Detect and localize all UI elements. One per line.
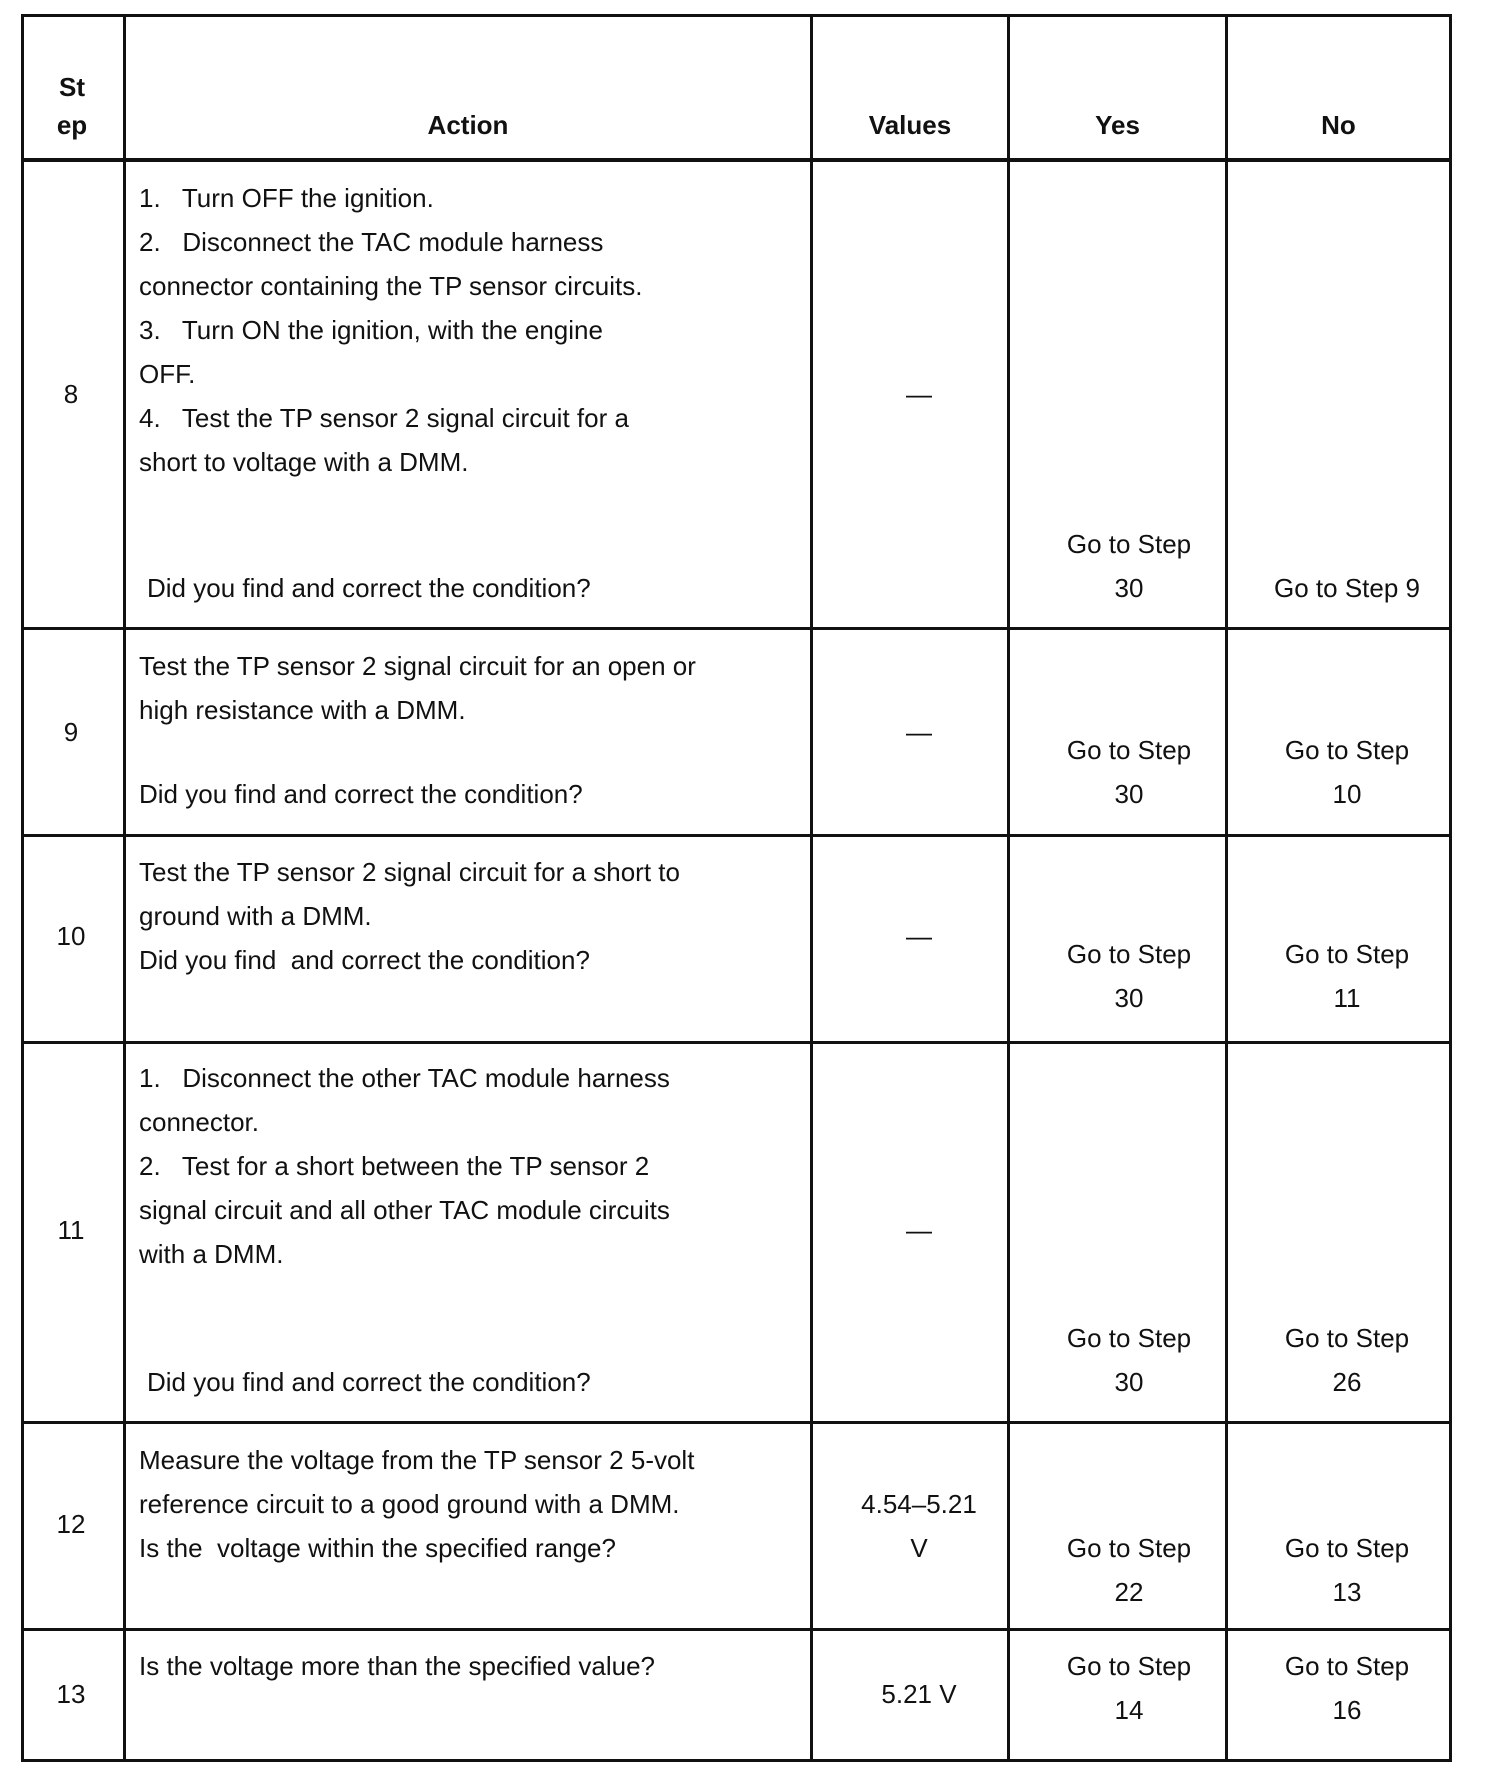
yes-line: 30 <box>1114 1367 1144 1397</box>
value-cell: — <box>906 379 932 409</box>
action-text <box>139 644 809 732</box>
no-cell: Go to Step 9 <box>1274 573 1420 603</box>
no-line: 11 <box>1333 983 1361 1013</box>
no-cell <box>1239 1526 1455 1614</box>
no-line: Go to Step <box>1284 939 1410 969</box>
no-line: 16 <box>1332 1695 1362 1725</box>
header-values: Values <box>868 110 952 140</box>
yes-line: 14 <box>1114 1695 1144 1725</box>
step-number: 13 <box>56 1679 86 1709</box>
value-cell: 5.21 V <box>881 1679 957 1709</box>
yes-line: 22 <box>1114 1577 1144 1607</box>
yes-line: Go to Step <box>1066 939 1192 969</box>
no-line: Go to Step <box>1284 735 1410 765</box>
table-border-bottom <box>21 1759 1452 1762</box>
row-divider <box>21 1041 1452 1044</box>
no-line: Go to Step <box>1284 1533 1410 1563</box>
column-divider <box>1225 14 1228 1762</box>
header-action: Action <box>427 110 509 140</box>
action-line: Test the TP sensor 2 signal circuit for an open or <box>139 651 696 681</box>
yes-line: 30 <box>1114 573 1144 603</box>
yes-line: Go to Step <box>1066 529 1192 559</box>
yes-line: Go to Step <box>1066 1323 1192 1353</box>
yes-cell <box>1021 1526 1237 1614</box>
action-line: connector. <box>139 1107 259 1137</box>
action-text <box>139 176 809 484</box>
no-cell <box>1239 932 1455 1020</box>
action-line: Measure the voltage from the TP sensor 2 5-volt <box>139 1445 695 1475</box>
step-number: 11 <box>57 1215 85 1245</box>
step-number: 12 <box>56 1509 86 1539</box>
header-step-line2: ep <box>56 110 88 140</box>
header-step <box>21 68 123 144</box>
step-number: 9 <box>63 717 79 747</box>
header-step-line1: St <box>59 72 85 102</box>
value-line: V <box>910 1533 928 1563</box>
action-line: 1. Turn OFF the ignition. <box>139 183 434 213</box>
action-question: Did you find and correct the condition? <box>139 945 590 975</box>
table-border-top <box>21 14 1452 17</box>
value-cell <box>821 1482 1017 1570</box>
yes-line: 30 <box>1114 779 1144 809</box>
step-number: 10 <box>56 921 86 951</box>
header-divider <box>21 158 1452 162</box>
no-cell <box>1239 728 1455 816</box>
action-line: short to voltage with a DMM. <box>139 447 469 477</box>
action-text <box>139 1438 809 1570</box>
action-line: ground with a DMM. <box>139 901 372 931</box>
yes-cell <box>1021 522 1237 610</box>
row-divider <box>21 1628 1452 1631</box>
value-cell: — <box>906 1215 932 1245</box>
no-line: 10 <box>1332 779 1362 809</box>
no-cell <box>1239 1644 1455 1732</box>
action-line: 3. Turn ON the ignition, with the engine <box>139 315 603 345</box>
action-line: signal circuit and all other TAC module circuits <box>139 1195 670 1225</box>
table-border-left <box>21 14 24 1762</box>
yes-cell <box>1021 1316 1237 1404</box>
column-divider <box>123 14 126 1762</box>
header-yes: Yes <box>1095 110 1140 140</box>
action-question: Is the voltage within the specified range? <box>139 1533 616 1563</box>
no-line: 13 <box>1332 1577 1362 1607</box>
yes-cell <box>1021 728 1237 816</box>
yes-line: Go to Step <box>1066 735 1192 765</box>
action-line: Test the TP sensor 2 signal circuit for a short to <box>139 857 680 887</box>
action-text <box>139 850 809 982</box>
action-question: Did you find and correct the condition? <box>147 1367 591 1397</box>
action-line: reference circuit to a good ground with a DMM. <box>139 1489 680 1519</box>
action-line: high resistance with a DMM. <box>139 695 466 725</box>
row-divider <box>21 1421 1452 1424</box>
yes-cell <box>1021 1644 1237 1732</box>
action-line: 2. Disconnect the TAC module harness <box>139 227 604 257</box>
value-line: 4.54–5.21 <box>861 1489 977 1519</box>
table-border-right <box>1449 14 1452 1762</box>
action-line: OFF. <box>139 359 196 389</box>
value-cell: — <box>906 921 932 951</box>
yes-line: Go to Step <box>1066 1651 1192 1681</box>
action-line: 4. Test the TP sensor 2 signal circuit for a <box>139 403 629 433</box>
no-line: 26 <box>1332 1367 1362 1397</box>
action-question: Did you find and correct the condition? <box>147 573 591 603</box>
header-no: No <box>1321 110 1356 140</box>
action-question: Is the voltage more than the specified value? <box>139 1651 655 1681</box>
no-line: Go to Step <box>1284 1323 1410 1353</box>
action-line: 1. Disconnect the other TAC module harness <box>139 1063 670 1093</box>
action-line: connector containing the TP sensor circuits. <box>139 271 643 301</box>
row-divider <box>21 834 1452 837</box>
column-divider <box>810 14 813 1762</box>
action-text <box>139 1056 809 1276</box>
action-question: Did you find and correct the condition? <box>139 779 583 809</box>
action-line: with a DMM. <box>139 1239 284 1269</box>
action-line: 2. Test for a short between the TP sensor 2 <box>139 1151 650 1181</box>
no-cell <box>1239 1316 1455 1404</box>
no-line: Go to Step <box>1284 1651 1410 1681</box>
yes-line: Go to Step <box>1066 1533 1192 1563</box>
value-cell: — <box>906 717 932 747</box>
yes-line: 30 <box>1114 983 1144 1013</box>
row-divider <box>21 627 1452 630</box>
step-number: 8 <box>63 379 79 409</box>
yes-cell <box>1021 932 1237 1020</box>
diagnostic-table <box>21 14 1452 1762</box>
